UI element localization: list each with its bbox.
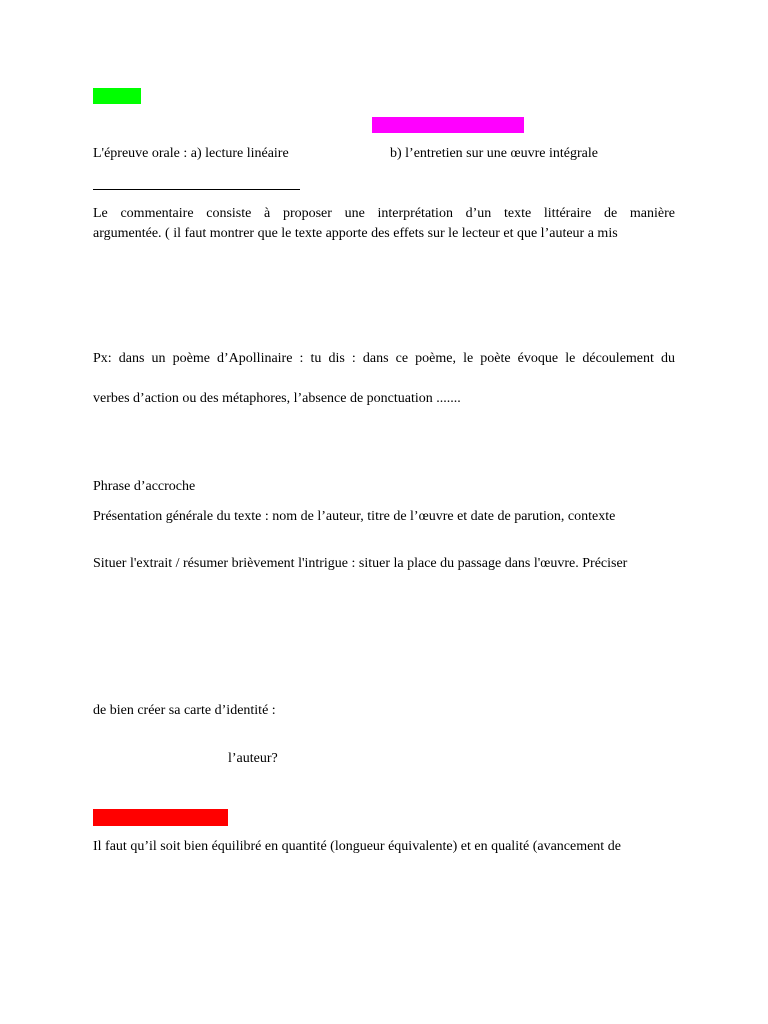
- presentation-text: Présentation générale du texte : nom de l’auteur, titre de l’œuvre et date de parution, contexte: [93, 509, 616, 524]
- commentaire-line-2: argumentée. ( il faut montrer que le texte apporte des effets sur le lecteur et que l’auteur a mis: [93, 226, 618, 241]
- identite-line-2: l’auteur?: [228, 751, 278, 766]
- magenta-highlight-block: [372, 117, 524, 133]
- developpement-line-1: Il faut qu’il soit bien équilibré en quantité (longueur équivalente) et en qualité (avancement de: [93, 839, 621, 854]
- epreuve-a-text: L'épreuve orale : a) lecture linéaire: [93, 146, 289, 161]
- exemple-line-1: Px: dans un poème d’Apollinaire : tu dis : dans ce poème, le poète évoque le découlement du: [93, 351, 675, 366]
- accroche-text: Phrase d’accroche: [93, 479, 196, 494]
- epreuve-b-text: b) l’entretien sur une œuvre intégrale: [390, 146, 598, 161]
- green-highlight-block: [93, 88, 141, 104]
- situer-text: Situer l'extrait / résumer brièvement l'intrigue : situer la place du passage dans l'œuvre. Préciser: [93, 556, 628, 571]
- red-highlight-block: [93, 809, 228, 826]
- identite-line-1: de bien créer sa carte d’identité :: [93, 703, 276, 718]
- commentaire-line-1: Le commentaire consiste à proposer une interprétation d’un texte littéraire de manière: [93, 206, 675, 221]
- exemple-line-2: verbes d’action ou des métaphores, l’absence de ponctuation .......: [93, 391, 461, 406]
- horizontal-rule: [93, 189, 300, 190]
